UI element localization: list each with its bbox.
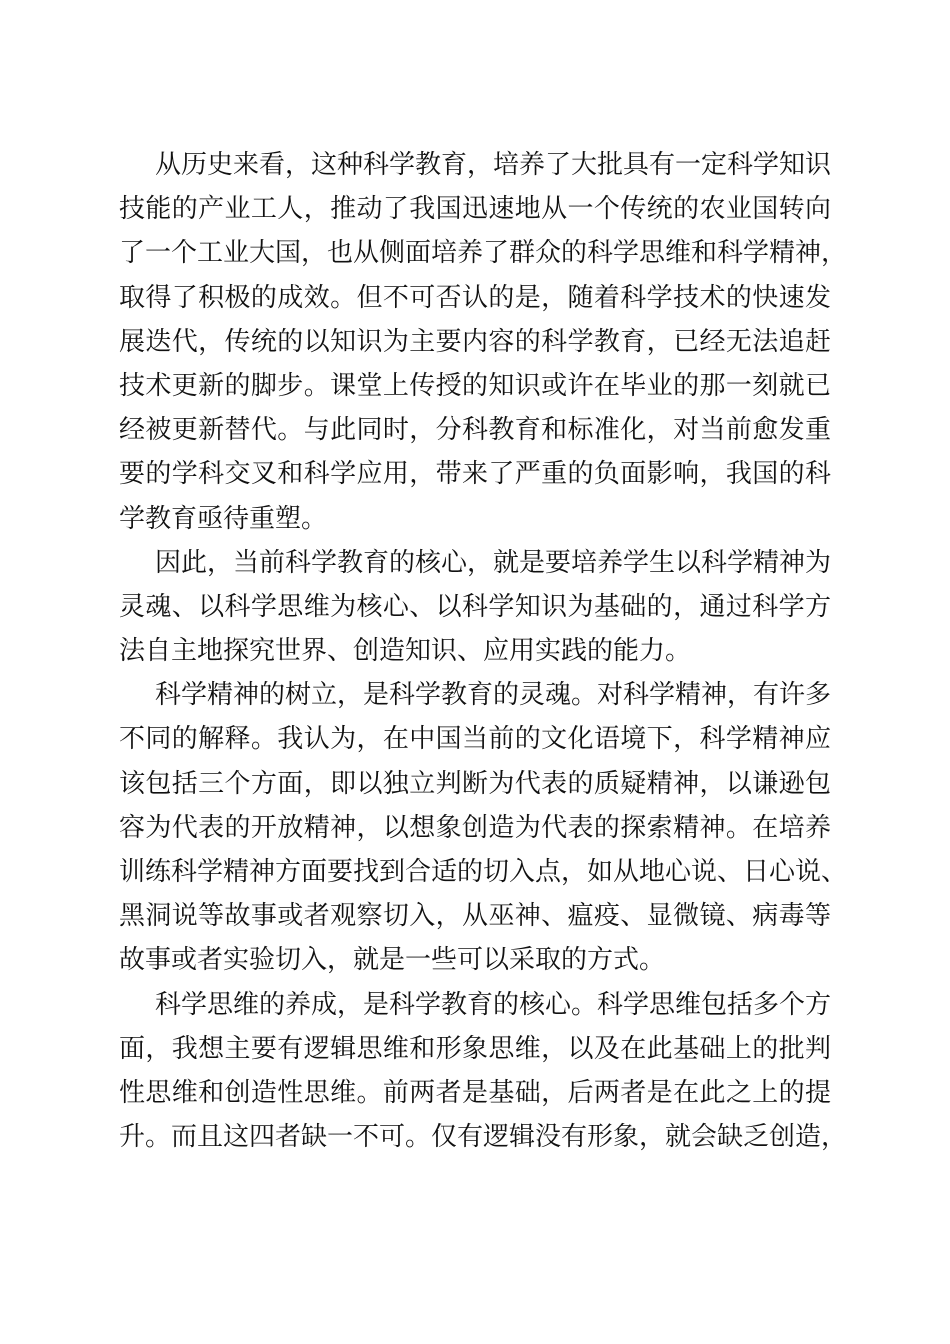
text-line: 不同的解释。我认为，在中国当前的文化语境下，科学精神应 <box>119 724 831 755</box>
paragraph-core-of-science-education <box>119 541 831 674</box>
text-line: 取得了积极的成效。但不可否认的是，随着科学技术的快速发 <box>119 282 831 313</box>
text-line: 容为代表的开放精神，以想象创造为代表的探索精神。在培养 <box>119 812 831 843</box>
paragraph-scientific-thinking <box>119 983 848 1160</box>
text-line: 了一个工业大国，也从侧面培养了群众的科学思维和科学精神， <box>119 238 848 269</box>
text-line: 学教育亟待重塑。 <box>119 503 328 534</box>
text-line: 面，我想主要有逻辑思维和形象思维，以及在此基础上的批判 <box>119 1033 831 1064</box>
text-line: 升。而且这四者缺一不可。仅有逻辑没有形象，就会缺乏创造， <box>119 1122 848 1153</box>
text-line: 经被更新替代。与此同时，分科教育和标准化，对当前愈发重 <box>119 415 831 446</box>
text-line: 因此，当前科学教育的核心，就是要培养学生以科学精神为 <box>155 547 832 578</box>
text-line: 技术更新的脚步。课堂上传授的知识或许在毕业的那一刻就已 <box>119 370 831 401</box>
text-line: 性思维和创造性思维。前两者是基础，后两者是在此之上的提 <box>119 1077 831 1108</box>
document-body <box>119 143 848 1159</box>
text-line: 故事或者实验切入，就是一些可以采取的方式。 <box>119 945 666 976</box>
text-line: 要的学科交叉和科学应用，带来了严重的负面影响，我国的科 <box>119 459 831 490</box>
paragraph-history <box>119 143 848 541</box>
text-line: 科学思维的养成，是科学教育的核心。科学思维包括多个方 <box>155 989 832 1020</box>
text-line: 法自主地探究世界、创造知识、应用实践的能力。 <box>119 636 692 667</box>
text-line: 灵魂、以科学思维为核心、以科学知识为基础的，通过科学方 <box>119 591 831 622</box>
text-line: 技能的产业工人，推动了我国迅速地从一个传统的农业国转向 <box>119 194 831 225</box>
text-line: 训练科学精神方面要找到合适的切入点，如从地心说、日心说、 <box>119 857 848 887</box>
text-line: 科学精神的树立，是科学教育的灵魂。对科学精神，有许多 <box>155 680 832 711</box>
text-line: 黑洞说等故事或者观察切入，从巫神、瘟疫、显微镜、病毒等 <box>119 901 831 932</box>
text-line: 该包括三个方面，即以独立判断为代表的质疑精神，以谦逊包 <box>119 768 831 799</box>
text-line: 展迭代，传统的以知识为主要内容的科学教育，已经无法追赶 <box>119 326 831 357</box>
text-line: 从历史来看，这种科学教育，培养了大批具有一定科学知识 <box>155 150 832 180</box>
paragraph-scientific-spirit <box>119 673 848 982</box>
